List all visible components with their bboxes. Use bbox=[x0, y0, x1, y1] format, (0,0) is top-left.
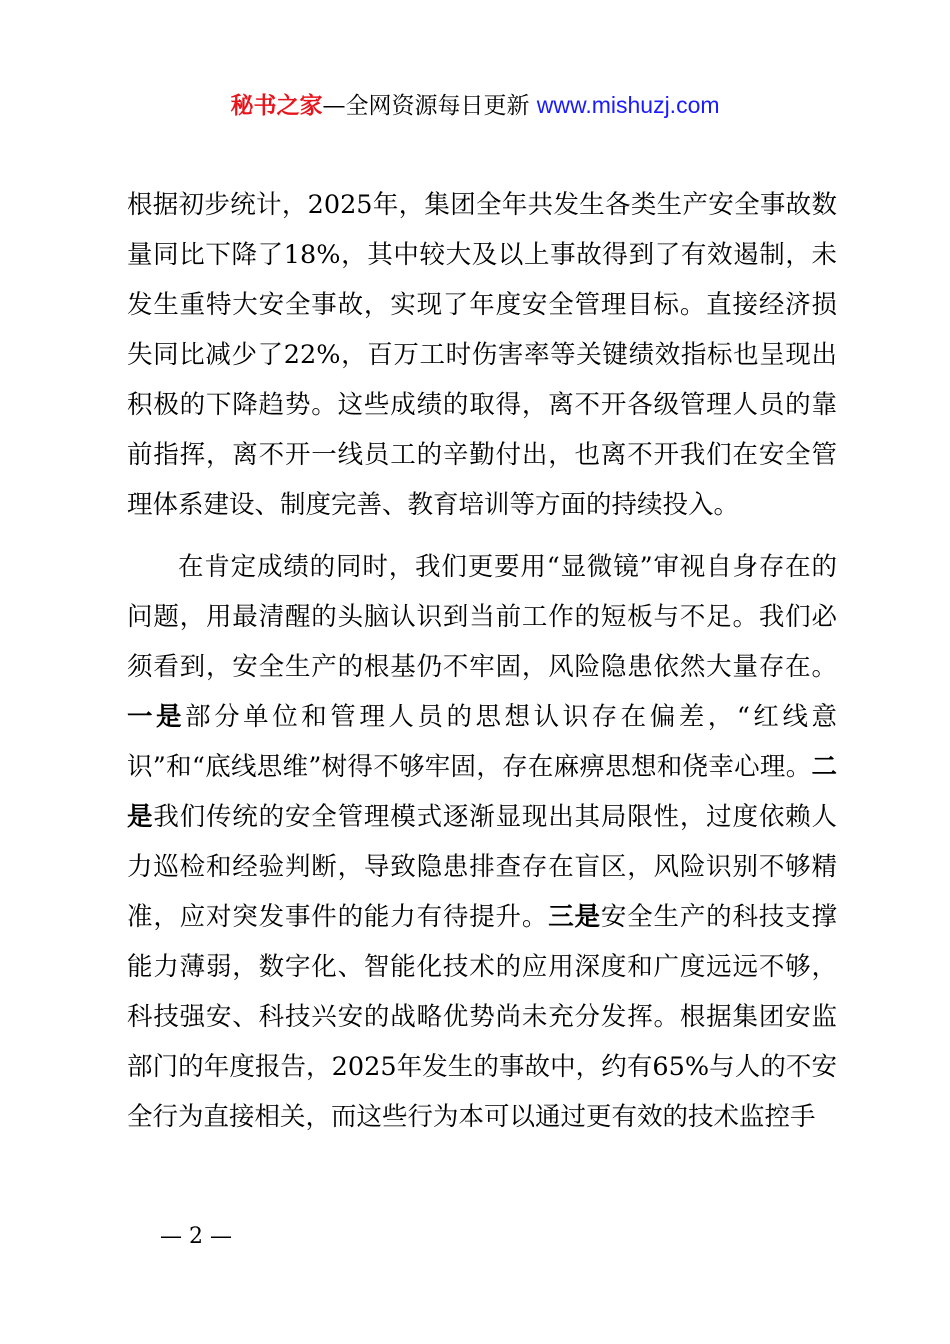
paragraph-problems bbox=[127, 542, 837, 1142]
point-one-label: 一是 bbox=[127, 702, 186, 732]
brand-name: 秘书之家 bbox=[230, 92, 323, 119]
point-three-text: 安全生产的科技支撑能力薄弱，数字化、智能化技术的应用深度和广度远远不够，科技强安、科技兴安的战略优势尚未充分发挥。根据集团安监部门的年度报告，2025年发生的事故中，约有65%与人的不安全行为直接相关，而这些行为本可以通过更有效的技术监控手 bbox=[127, 902, 837, 1132]
point-two-label: 二是 bbox=[127, 752, 837, 832]
point-three-label: 三是 bbox=[548, 902, 601, 932]
site-url[interactable]: www.mishuzj.com bbox=[536, 92, 720, 118]
site-header bbox=[0, 88, 950, 123]
page-number: — 2 — bbox=[160, 1224, 232, 1249]
header-tagline: —全网资源每日更新 bbox=[322, 93, 530, 119]
paragraph-statistics: 根据初步统计，2025年，集团全年共发生各类生产安全事故数量同比下降了18%，其中较大及以上事故得到了有效遏制，未发生重特大安全事故，实现了年度安全管理目标。直接经济损失同比减少了22%，百万工时伤害率等关键绩效指标也呈现出积极的下降趋势。这些成绩的取得，离不开各级管理人员的靠前指挥，离不开一线员工的辛勤付出，也离不开我们在安全管理体系建设、制度完善、教育培训等方面的持续投入。 bbox=[127, 190, 837, 520]
point-one-text: 部分单位和管理人员的思想认识存在偏差，“红线意识”和“底线思维”树得不够牢固，存在麻痹思想和侥幸心理。 bbox=[127, 702, 837, 782]
point-two-text: 我们传统的安全管理模式逐渐显现出其局限性，过度依赖人力巡检和经验判断，导致隐患排查存在盲区，风险识别不够精准，应对突发事件的能力有待提升。 bbox=[127, 802, 837, 932]
document-body bbox=[127, 180, 837, 1142]
problems-intro: 在肯定成绩的同时，我们更要用“显微镜”审视自身存在的问题，用最清醒的头脑认识到当前工作的短板与不足。我们必须看到，安全生产的根基仍不牢固，风险隐患依然大量存在。 bbox=[127, 552, 837, 682]
